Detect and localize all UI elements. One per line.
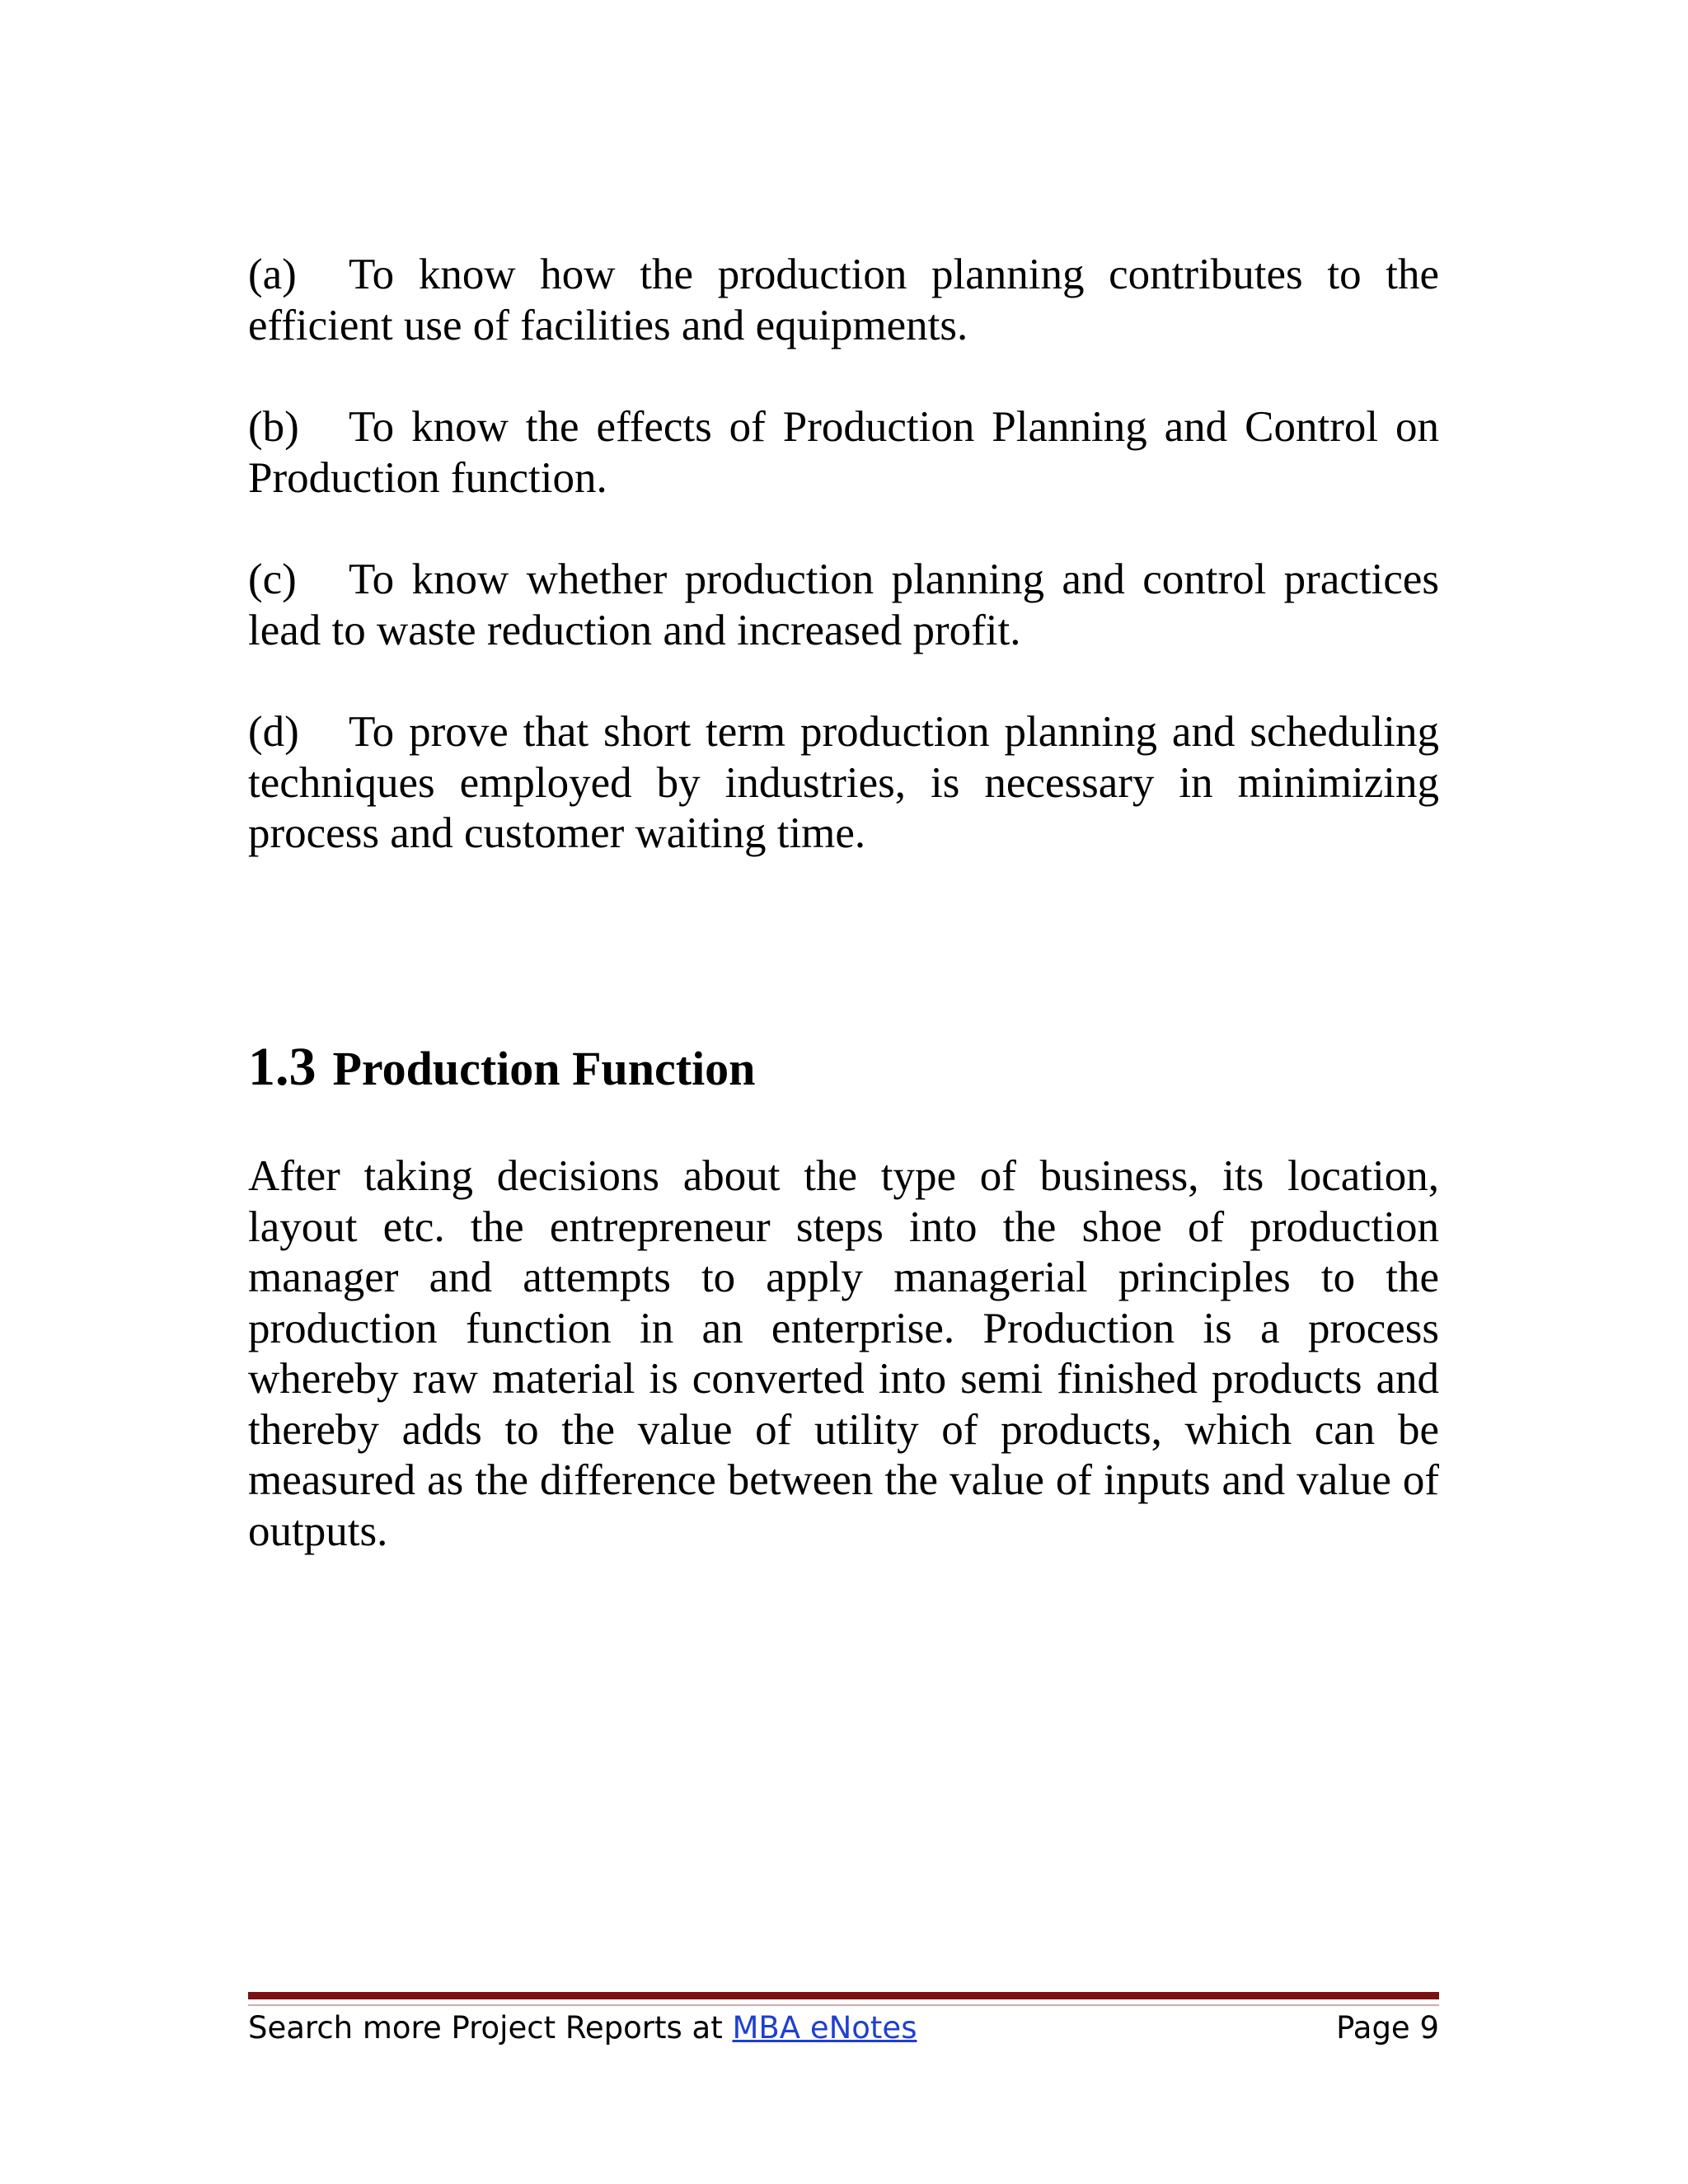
objective-label: (b) (248, 403, 299, 451)
page-number: Page 9 (1336, 2010, 1439, 2046)
mba-enotes-link[interactable]: MBA eNotes (732, 2010, 917, 2046)
objective-text: To know the effects of Production Planning and Control on Production function. (248, 403, 1439, 502)
objective-label: (a) (248, 251, 297, 298)
section-paragraph: After taking decisions about the type of business, its location, layout etc. the entrepreneur steps into the shoe of production manager and attempts to apply managerial principles to the production function in an enterprise. Production is a process whereby raw material is converted into semi finished products and thereby adds to the value of utility of products, which can be measured as the difference between the value of inputs and value of outputs. (248, 1152, 1439, 1555)
objective-a (248, 250, 1439, 351)
objective-label: (c) (248, 555, 297, 603)
footer-prefix: Search more Project Reports at (248, 2010, 733, 2046)
footer-rule-thin (248, 2004, 1439, 2006)
objective-text: To know how the production planning contributes to the efficient use of facilities and equipments. (248, 251, 1439, 349)
section-title: Production Function (332, 1042, 756, 1095)
objective-c (248, 555, 1439, 656)
objective-text: To know whether production planning and control practices lead to waste reduction and increased profit. (248, 555, 1439, 654)
footer-rule (248, 1992, 1439, 1999)
objective-label: (d) (248, 708, 299, 756)
objective-b (248, 402, 1439, 504)
objective-d (248, 707, 1439, 860)
objective-text: To prove that short term production planning and scheduling techniques employed by industries, is necessary in minimizing process and customer waiting time. (248, 708, 1439, 857)
section-heading (248, 1034, 755, 1102)
section-number: 1.3 (248, 1037, 316, 1097)
footer-text (248, 2008, 917, 2049)
